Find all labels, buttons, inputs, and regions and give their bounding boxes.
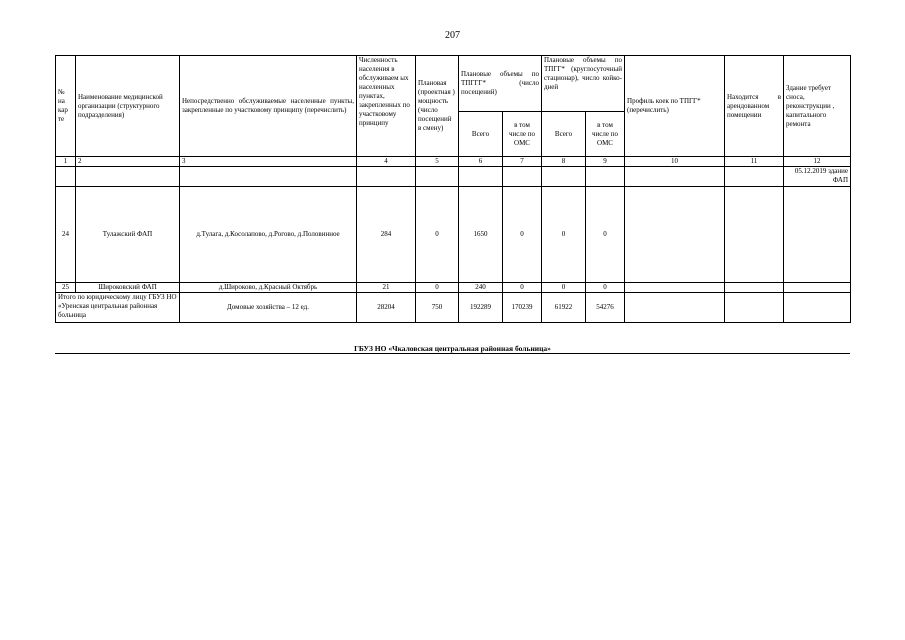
cell-name: Широковский ФАП [76,283,180,293]
total-cap: 750 [416,293,459,323]
table-row [56,187,851,283]
header-col67: Плановые объемы по ТПГГГ* (число посещений) [459,56,542,112]
cell-name [76,167,180,187]
cell-c12: 05.12.2019 здание ФАП [784,167,851,187]
cell-v6 [459,167,503,187]
header-col10: Профиль коек по ТПГГ* (перечислить) [625,56,725,157]
header-col89: Плановые объемы по ТПГГ* (круглосуточный стационар), число койко-дней [542,56,625,112]
header-col12: Здание требует сноса, реконструкции , капитального ремонта [784,56,851,157]
header-col5: Плановая (проектная ) мощность (число посещений в смену) [416,56,459,157]
colnum-2: 2 [76,157,180,167]
total-v9: 54276 [586,293,625,323]
total-label: Итого по юридическому лицу ГБУЗ НО «Уренская центральная районная больница [56,293,180,323]
total-c11 [725,293,784,323]
cell-c11 [725,283,784,293]
cell-v9: 0 [586,187,625,283]
cell-c10 [625,187,725,283]
total-points: Домовые хозяйства – 12 ед. [180,293,357,323]
cell-points [180,167,357,187]
cell-n: 24 [56,187,76,283]
colnum-4: 4 [357,157,416,167]
header-sub9: в том числе по ОМС [586,112,625,157]
table-row [56,167,851,187]
total-v8: 61922 [542,293,586,323]
colnum-6: 6 [459,157,503,167]
total-pop: 28204 [357,293,416,323]
page-number: 207 [445,30,460,41]
table-row [56,283,851,293]
cell-points: д.Широково, д.Красный Октябрь [180,283,357,293]
cell-c12 [784,283,851,293]
header-sub7: в том числе по ОМС [503,112,542,157]
cell-n: 25 [56,283,76,293]
colnum-7: 7 [503,157,542,167]
cell-pop [357,167,416,187]
next-organization-title: ГБУЗ НО «Чкаловская центральная районная больница» [354,344,551,353]
cell-c10 [625,167,725,187]
cell-name: Тулажский ФАП [76,187,180,283]
colnum-10: 10 [625,157,725,167]
colnum-11: 11 [725,157,784,167]
cell-c11 [725,187,784,283]
total-v6: 192289 [459,293,503,323]
total-row [56,293,851,323]
cell-v8: 0 [542,283,586,293]
cell-pop: 21 [357,283,416,293]
header-sub8: Всего [542,112,586,157]
total-c10 [625,293,725,323]
cell-v7 [503,167,542,187]
cell-cap: 0 [416,187,459,283]
cell-v7: 0 [503,283,542,293]
cell-v7: 0 [503,187,542,283]
cell-c10 [625,283,725,293]
colnum-1: 1 [56,157,76,167]
cell-cap [416,167,459,187]
cell-pop: 284 [357,187,416,283]
cell-cap: 0 [416,283,459,293]
cell-v8: 0 [542,187,586,283]
cell-v6: 1650 [459,187,503,283]
header-col11: Находится в арендованном помещении [725,56,784,157]
header-col1: № на кар те [56,56,76,157]
colnum-8: 8 [542,157,586,167]
header-sub6: Всего [459,112,503,157]
cell-v9 [586,167,625,187]
colnum-9: 9 [586,157,625,167]
total-c12 [784,293,851,323]
cell-c12 [784,187,851,283]
cell-n [56,167,76,187]
colnum-12: 12 [784,157,851,167]
cell-v9: 0 [586,283,625,293]
colnum-3: 3 [180,157,357,167]
header-col2: Наименование медицинской организации (структурного подразделения) [76,56,180,157]
cell-v6: 240 [459,283,503,293]
header-col3: Непосредственно обслуживаемые населенные пункты, закрепленные по участковому принципу (перечислить) [180,56,357,157]
colnum-5: 5 [416,157,459,167]
total-v7: 170239 [503,293,542,323]
header-col4: Численность населения в обслуживаем ых населенных пунктах, закрепленных по участковому принципу [357,56,416,157]
facilities-table [55,55,851,323]
divider-line [55,353,850,354]
cell-c11 [725,167,784,187]
cell-v8 [542,167,586,187]
cell-points: д.Тулага, д.Косолапово, д.Рогово, д.Половинное [180,187,357,283]
